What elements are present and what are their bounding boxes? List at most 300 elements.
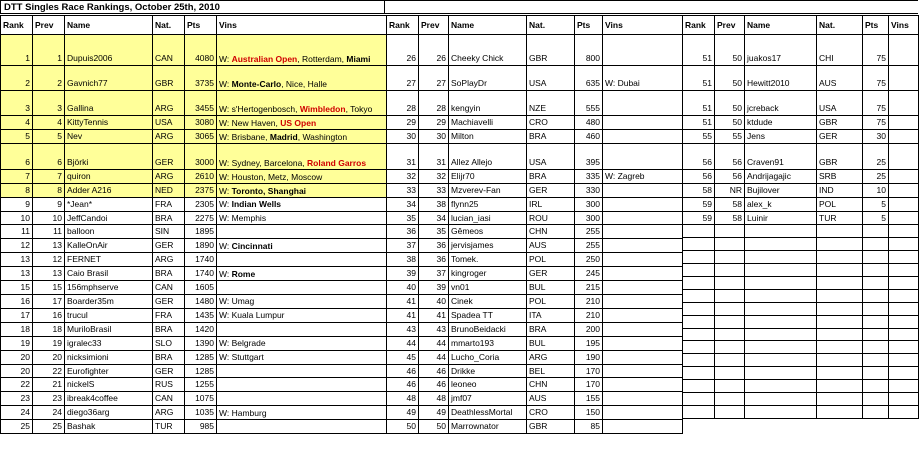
empty-cell <box>889 341 919 354</box>
vins-cell <box>217 350 387 364</box>
empty-cell <box>889 328 919 341</box>
prev-cell: 35 <box>419 225 449 239</box>
vins-segment: Indian Wells <box>231 199 282 210</box>
table-row <box>387 143 683 169</box>
prev-cell: 22 <box>33 364 65 378</box>
empty-cell <box>889 264 919 277</box>
nat-cell: CAN <box>153 281 185 295</box>
name-cell: ibreak4coffee <box>65 392 153 406</box>
vins-cell <box>603 197 683 211</box>
empty-cell <box>715 341 745 354</box>
vins-cell <box>603 336 683 350</box>
pts-cell: 1480 <box>185 294 217 308</box>
table-row <box>387 281 683 295</box>
pts-cell: 170 <box>575 378 603 392</box>
pts-cell: 3455 <box>185 91 217 116</box>
col-name: Name <box>65 16 153 35</box>
prev-cell: 24 <box>33 406 65 420</box>
vins-cell <box>603 91 683 116</box>
prev-cell: 2 <box>33 66 65 91</box>
vins-cell <box>217 116 387 130</box>
vins-cell <box>217 406 387 420</box>
vins-cell <box>603 143 683 169</box>
empty-cell <box>683 315 715 328</box>
vins-cell <box>603 35 683 66</box>
empty-cell <box>745 277 817 290</box>
empty-row <box>683 225 919 238</box>
pts-cell: 3735 <box>185 66 217 91</box>
table-row <box>1 91 387 116</box>
nat-cell: GBR <box>527 35 575 66</box>
vins-cell <box>603 281 683 295</box>
nat-cell: BRA <box>153 211 185 225</box>
pts-cell: 150 <box>575 406 603 420</box>
name-cell: Jens <box>745 129 817 143</box>
vins-cell <box>217 66 387 91</box>
rank-cell: 24 <box>1 406 33 420</box>
nat-cell: BRA <box>527 169 575 183</box>
empty-cell <box>683 380 715 393</box>
rank-cell: 18 <box>1 322 33 336</box>
table-row <box>1 281 387 295</box>
empty-cell <box>683 277 715 290</box>
pts-cell: 215 <box>575 281 603 295</box>
name-cell: Dupuis2006 <box>65 35 153 66</box>
pts-cell: 1035 <box>185 406 217 420</box>
name-cell: Bashak <box>65 420 153 434</box>
prev-cell: 31 <box>419 143 449 169</box>
nat-cell: TUR <box>153 420 185 434</box>
vins-segment: , Washington <box>297 131 348 142</box>
table-row <box>1 143 387 169</box>
vins-cell <box>217 211 387 225</box>
nat-cell: BUL <box>527 281 575 295</box>
empty-cell <box>683 341 715 354</box>
empty-cell <box>715 354 745 367</box>
empty-cell <box>889 277 919 290</box>
rank-cell: 7 <box>1 169 33 183</box>
vins-segment: Cincinnati <box>231 240 273 251</box>
table-row <box>1 267 387 281</box>
table-row <box>387 183 683 197</box>
empty-cell <box>745 251 817 264</box>
vins-segment: W: Houston, Metz, Moscow <box>219 171 323 182</box>
empty-cell <box>863 380 889 393</box>
rank-cell: 30 <box>387 129 419 143</box>
vins-segment: W: Sydney, Barcelona, <box>219 157 308 168</box>
nat-cell: BRA <box>153 350 185 364</box>
vins-segment: W: <box>219 185 232 196</box>
empty-cell <box>889 315 919 328</box>
empty-cell <box>745 225 817 238</box>
empty-cell <box>683 264 715 277</box>
rank-cell: 40 <box>387 281 419 295</box>
name-cell: Elijr70 <box>449 169 527 183</box>
nat-cell: USA <box>817 91 863 116</box>
vins-segment: W: <box>219 199 232 210</box>
vins-cell <box>889 129 919 143</box>
empty-cell <box>683 354 715 367</box>
empty-cell <box>817 380 863 393</box>
vins-cell <box>889 211 919 225</box>
rank-cell: 11 <box>1 225 33 239</box>
nat-cell: GER <box>153 239 185 253</box>
nat-cell: ARG <box>153 169 185 183</box>
empty-row <box>683 315 919 328</box>
sheet-title: DTT Singles Race Rankings, October 25th, 2010 <box>0 0 385 14</box>
rank-cell: 59 <box>683 211 715 225</box>
table-row <box>1 350 387 364</box>
rank-cell: 20 <box>1 350 33 364</box>
empty-cell <box>863 393 889 406</box>
pts-cell: 1740 <box>185 253 217 267</box>
empty-cell <box>863 328 889 341</box>
pts-cell: 170 <box>575 364 603 378</box>
vins-cell <box>889 66 919 91</box>
vins-cell <box>889 91 919 116</box>
name-cell: FERNET <box>65 253 153 267</box>
vins-cell <box>217 420 387 434</box>
empty-cell <box>863 225 889 238</box>
vins-cell <box>217 364 387 378</box>
prev-cell: 26 <box>419 35 449 66</box>
table-row <box>387 225 683 239</box>
rank-cell: 5 <box>1 129 33 143</box>
prev-cell: 49 <box>419 406 449 420</box>
name-cell: alex_k <box>745 197 817 211</box>
empty-cell <box>863 264 889 277</box>
pts-cell: 1895 <box>185 225 217 239</box>
name-cell: DeathlessMortal <box>449 406 527 420</box>
name-cell: Gallina <box>65 91 153 116</box>
nat-cell: IND <box>817 183 863 197</box>
pts-cell: 25 <box>863 169 889 183</box>
nat-cell: IRL <box>527 197 575 211</box>
pts-cell: 1435 <box>185 308 217 322</box>
name-cell: lucian_iasi <box>449 211 527 225</box>
nat-cell: CAN <box>153 35 185 66</box>
prev-cell: 29 <box>419 116 449 130</box>
name-cell: MuriloBrasil <box>65 322 153 336</box>
empty-cell <box>715 225 745 238</box>
col-vins: Vins <box>217 16 387 35</box>
rank-cell: 46 <box>387 378 419 392</box>
vins-cell <box>217 129 387 143</box>
vins-cell <box>217 239 387 253</box>
vins-cell <box>217 183 387 197</box>
empty-cell <box>745 264 817 277</box>
empty-cell <box>745 393 817 406</box>
nat-cell: CHI <box>817 35 863 66</box>
table-row <box>683 35 919 66</box>
vins-segment: W: Stuttgart <box>219 352 264 363</box>
pts-cell: 1285 <box>185 364 217 378</box>
prev-cell: 16 <box>33 308 65 322</box>
pts-cell: 555 <box>575 91 603 116</box>
rank-cell: 10 <box>1 211 33 225</box>
empty-cell <box>745 302 817 315</box>
empty-row <box>683 302 919 315</box>
empty-cell <box>863 367 889 380</box>
nat-cell: POL <box>817 197 863 211</box>
rank-cell: 41 <box>387 294 419 308</box>
vins-cell <box>889 197 919 211</box>
pts-cell: 210 <box>575 294 603 308</box>
name-cell: *Jean* <box>65 197 153 211</box>
vins-segment: Roland Garros <box>307 157 367 168</box>
vins-cell <box>217 322 387 336</box>
col-pts: Pts <box>575 16 603 35</box>
empty-cell <box>683 302 715 315</box>
pts-cell: 395 <box>575 143 603 169</box>
rank-cell: 2 <box>1 66 33 91</box>
name-cell: Allez Allejo <box>449 143 527 169</box>
name-cell: jmf07 <box>449 392 527 406</box>
vins-cell <box>217 197 387 211</box>
name-cell: Machiavelli <box>449 116 527 130</box>
nat-cell: POL <box>527 294 575 308</box>
empty-cell <box>683 251 715 264</box>
name-cell: igralec33 <box>65 336 153 350</box>
empty-cell <box>863 302 889 315</box>
vins-cell: W: Zagreb <box>603 169 683 183</box>
vins-cell <box>217 225 387 239</box>
name-cell: Spadea TT <box>449 308 527 322</box>
table-row <box>387 378 683 392</box>
nat-cell: RUS <box>153 378 185 392</box>
rank-cell: 49 <box>387 406 419 420</box>
empty-cell <box>817 238 863 251</box>
empty-cell <box>817 264 863 277</box>
name-cell: mmarto193 <box>449 336 527 350</box>
table-row <box>1 211 387 225</box>
table-row <box>1 336 387 350</box>
vins-cell <box>603 129 683 143</box>
name-cell: Luinir <box>745 211 817 225</box>
empty-cell <box>745 367 817 380</box>
rankings-table-26-50 <box>386 15 683 434</box>
vins-cell <box>603 253 683 267</box>
pts-cell: 245 <box>575 267 603 281</box>
rank-cell: 3 <box>1 91 33 116</box>
rank-cell: 16 <box>1 294 33 308</box>
name-cell: kingroger <box>449 267 527 281</box>
prev-cell: 3 <box>33 91 65 116</box>
prev-cell: 13 <box>33 267 65 281</box>
pts-cell: 1390 <box>185 336 217 350</box>
rank-cell: 9 <box>1 197 33 211</box>
empty-cell <box>715 238 745 251</box>
table-row <box>1 225 387 239</box>
col-name: Name <box>745 16 817 35</box>
pts-cell: 1255 <box>185 378 217 392</box>
vins-cell <box>603 267 683 281</box>
pts-cell: 75 <box>863 116 889 130</box>
name-cell: Tomek. <box>449 253 527 267</box>
nat-cell: BRA <box>527 129 575 143</box>
table-row <box>683 143 919 169</box>
empty-cell <box>817 277 863 290</box>
name-cell: Craven91 <box>745 143 817 169</box>
name-cell: SoPlayDr <box>449 66 527 91</box>
prev-cell: 17 <box>33 294 65 308</box>
nat-cell: CHN <box>527 225 575 239</box>
table-header-row <box>683 16 919 35</box>
prev-cell: 46 <box>419 364 449 378</box>
name-cell: Lucho_Coria <box>449 350 527 364</box>
pts-cell: 300 <box>575 211 603 225</box>
rank-cell: 46 <box>387 364 419 378</box>
rank-cell: 19 <box>1 336 33 350</box>
name-cell: Hewitt2010 <box>745 66 817 91</box>
table-row <box>683 197 919 211</box>
table-row <box>1 322 387 336</box>
rank-cell: 35 <box>387 211 419 225</box>
table-row <box>1 169 387 183</box>
prev-cell: 11 <box>33 225 65 239</box>
vins-cell <box>889 169 919 183</box>
nat-cell: USA <box>527 66 575 91</box>
name-cell: Björki <box>65 143 153 169</box>
vins-segment: Rome <box>231 268 256 279</box>
table-row <box>1 116 387 130</box>
pts-cell: 5 <box>863 197 889 211</box>
prev-cell: 36 <box>419 253 449 267</box>
vins-segment: W: <box>219 79 232 89</box>
nat-cell: GER <box>817 129 863 143</box>
rank-cell: 51 <box>683 66 715 91</box>
empty-cell <box>817 367 863 380</box>
prev-cell: 8 <box>33 183 65 197</box>
empty-row <box>683 328 919 341</box>
name-cell: Marrownator <box>449 420 527 434</box>
name-cell: Adder A216 <box>65 183 153 197</box>
empty-cell <box>715 302 745 315</box>
pts-cell: 3065 <box>185 129 217 143</box>
table-row <box>387 406 683 420</box>
nat-cell: ROU <box>527 211 575 225</box>
prev-cell: 23 <box>33 392 65 406</box>
nat-cell: GER <box>153 143 185 169</box>
name-cell: Cheeky Chick <box>449 35 527 66</box>
table-row <box>387 420 683 434</box>
col-prev: Prev <box>33 16 65 35</box>
rank-cell: 12 <box>1 239 33 253</box>
table-row <box>683 91 919 116</box>
vins-cell <box>603 364 683 378</box>
pts-cell: 25 <box>863 143 889 169</box>
col-name: Name <box>449 16 527 35</box>
vins-segment: W: <box>219 268 232 279</box>
vins-segment: W: s'Hertogenbosch, <box>219 104 300 114</box>
pts-cell: 210 <box>575 308 603 322</box>
empty-cell <box>683 289 715 302</box>
empty-cell <box>889 251 919 264</box>
table-row <box>387 364 683 378</box>
empty-cell <box>745 405 817 418</box>
pts-cell: 635 <box>575 66 603 91</box>
table-row <box>1 364 387 378</box>
table-row <box>387 392 683 406</box>
rank-cell: 55 <box>683 129 715 143</box>
empty-cell <box>817 302 863 315</box>
nat-cell: CHN <box>527 378 575 392</box>
pts-cell: 85 <box>575 420 603 434</box>
vins-cell <box>603 183 683 197</box>
nat-cell: FRA <box>153 308 185 322</box>
rankings-table-1-25 <box>0 15 387 434</box>
table-row <box>387 308 683 322</box>
name-cell: quiron <box>65 169 153 183</box>
name-cell: nickelS <box>65 378 153 392</box>
empty-cell <box>817 289 863 302</box>
vins-cell <box>603 211 683 225</box>
name-cell: KittyTennis <box>65 116 153 130</box>
table-row <box>387 116 683 130</box>
table-row <box>1 378 387 392</box>
table-row <box>387 239 683 253</box>
name-cell: balloon <box>65 225 153 239</box>
nat-cell: SIN <box>153 225 185 239</box>
pts-cell: 4080 <box>185 35 217 66</box>
nat-cell: USA <box>527 143 575 169</box>
nat-cell: CRO <box>527 406 575 420</box>
prev-cell: 5 <box>33 129 65 143</box>
nat-cell: GBR <box>817 143 863 169</box>
table-row <box>1 420 387 434</box>
empty-row <box>683 289 919 302</box>
empty-row <box>683 380 919 393</box>
empty-row <box>683 277 919 290</box>
vins-segment: W: <box>219 54 232 64</box>
name-cell: Gavnich77 <box>65 66 153 91</box>
prev-cell: 44 <box>419 350 449 364</box>
pts-cell: 2305 <box>185 197 217 211</box>
rank-cell: 34 <box>387 197 419 211</box>
pts-cell: 75 <box>863 35 889 66</box>
empty-cell <box>889 367 919 380</box>
table-row <box>1 183 387 197</box>
table-row <box>1 294 387 308</box>
empty-cell <box>683 367 715 380</box>
rank-cell: 56 <box>683 143 715 169</box>
nat-cell: GBR <box>153 66 185 91</box>
table-row <box>387 91 683 116</box>
prev-cell: 13 <box>33 239 65 253</box>
nat-cell: CAN <box>153 392 185 406</box>
name-cell: flynn25 <box>449 197 527 211</box>
prev-cell: 15 <box>33 281 65 295</box>
vins-cell <box>603 294 683 308</box>
empty-cell <box>683 393 715 406</box>
rank-cell: 45 <box>387 350 419 364</box>
empty-cell <box>889 354 919 367</box>
pts-cell: 1075 <box>185 392 217 406</box>
empty-cell <box>889 238 919 251</box>
vins-cell <box>217 378 387 392</box>
prev-cell: 6 <box>33 143 65 169</box>
vins-cell <box>603 225 683 239</box>
empty-cell <box>683 238 715 251</box>
empty-cell <box>715 328 745 341</box>
name-cell: Bujilover <box>745 183 817 197</box>
rank-cell: 51 <box>683 116 715 130</box>
vins-cell <box>603 116 683 130</box>
pts-cell: 1420 <box>185 322 217 336</box>
rank-cell: 32 <box>387 169 419 183</box>
prev-cell: 7 <box>33 169 65 183</box>
table-row <box>1 197 387 211</box>
